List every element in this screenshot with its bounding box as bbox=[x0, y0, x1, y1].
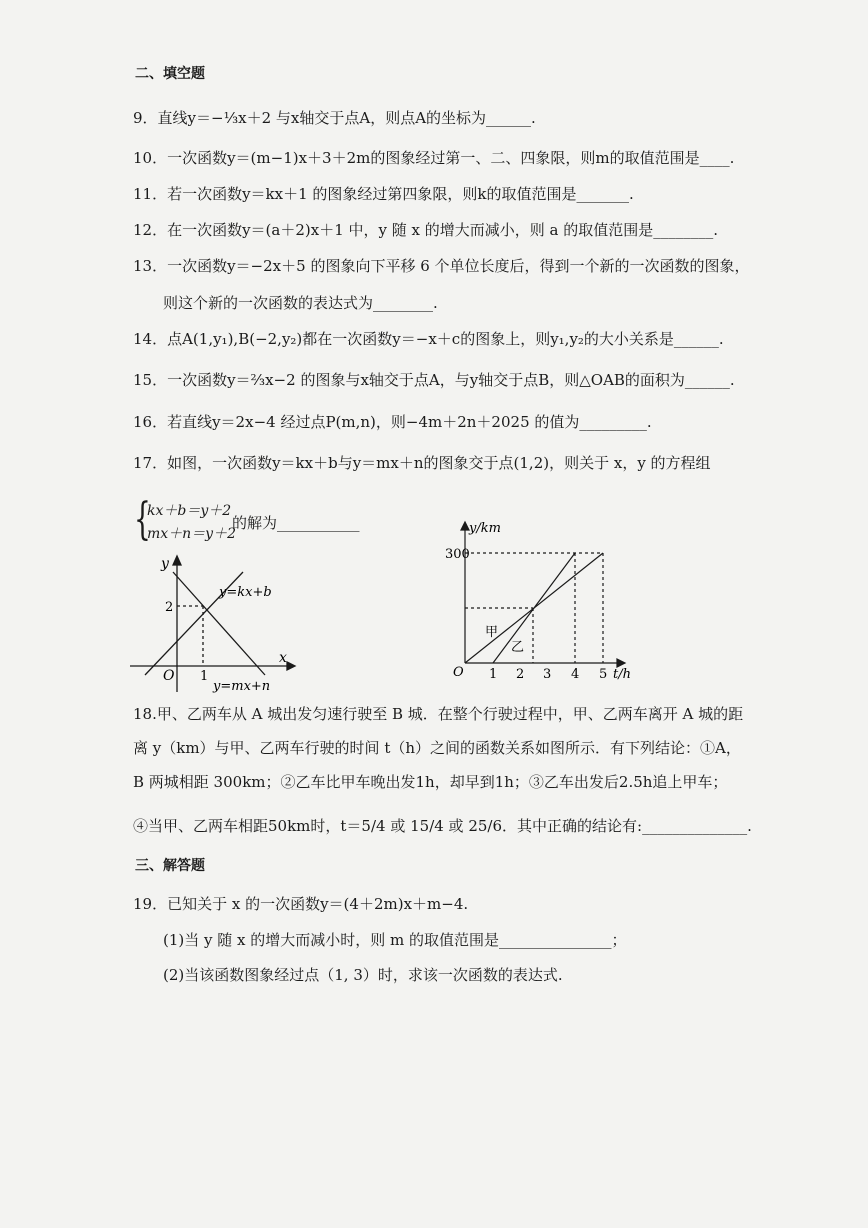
fig2-origin: O bbox=[453, 665, 464, 680]
fig2-y-label: y/km bbox=[469, 521, 501, 536]
fig2-x-label: t/h bbox=[613, 667, 631, 682]
question-19: 19．已知关于 x 的一次函数y＝(4＋2m)x＋m−4. bbox=[133, 895, 469, 913]
figure-1-graph bbox=[125, 550, 305, 695]
question-18-line-2: 离 y（km）与甲、乙两车行驶的时间 t（h）之间的函数关系如图所示．有下列结论：①A， bbox=[133, 739, 741, 757]
fig1-label-kx-b: y=kx+b bbox=[219, 585, 272, 600]
section-heading-fill-blank: 二、填空题 bbox=[135, 66, 205, 82]
question-18-line-1: 18.甲、乙两车从 A 城出发匀速行驶至 B 城．在整个行驶过程中，甲、乙两车离开 A 城的距 bbox=[133, 705, 744, 723]
question-9: 9．直线y＝−⅓x＋2 与x轴交于点A，则点A的坐标为______. bbox=[133, 109, 536, 127]
figure-2-graph bbox=[445, 518, 635, 688]
question-16: 16．若直线y＝2x−4 经过点P(m,n)，则−4m＋2n＋2025 的值为_________. bbox=[133, 413, 652, 431]
question-13-line-1: 13．一次函数y＝−2x＋5 的图象向下平移 6 个单位长度后，得到一个新的一次函数的图象， bbox=[133, 257, 750, 275]
fig2-line-yi bbox=[493, 553, 575, 663]
question-18-line-3: B 两城相距 300km；②乙车比甲车晚出发1h，却早到1h；③乙车出发后2.5h追上甲车； bbox=[133, 773, 728, 791]
fig1-origin: O bbox=[163, 668, 175, 684]
fig2-y-tick-300: 300 bbox=[445, 547, 470, 562]
fig2-x-arrow bbox=[617, 659, 625, 667]
question-17-tail: 的解为___________ bbox=[232, 514, 360, 532]
question-19-part-2: (2)当该函数图象经过点（1, 3）时，求该一次函数的表达式. bbox=[163, 966, 563, 984]
fig1-y-arrow bbox=[173, 556, 181, 565]
fig2-x-tick-2: 2 bbox=[516, 667, 525, 682]
section-heading-answer: 三、解答题 bbox=[135, 858, 205, 874]
fig1-tick-2: 2 bbox=[165, 600, 174, 615]
fig1-label-mx-n: y=mx+n bbox=[213, 679, 271, 694]
fig2-x-tick-1: 1 bbox=[489, 667, 498, 682]
question-19-part-1: (1)当 y 随 x 的增大而减小时，则 m 的取值范围是_______________； bbox=[163, 931, 627, 949]
fig2-label-yi: 乙 bbox=[511, 640, 525, 655]
fig2-y-arrow bbox=[461, 522, 469, 530]
question-17: 17．如图，一次函数y＝kx＋b与y＝mx＋n的图象交于点(1,2)，则关于 x，y 的方程组 bbox=[133, 454, 711, 472]
question-10: 10．一次函数y＝(m−1)x＋3＋2m的图象经过第一、二、四象限，则m的取值范围是____. bbox=[133, 149, 735, 167]
fig2-label-jia: 甲 bbox=[485, 625, 499, 640]
question-11: 11．若一次函数y＝kx＋1 的图象经过第四象限，则k的取值范围是_______. bbox=[133, 185, 634, 203]
fig2-x-tick-4: 4 bbox=[571, 667, 580, 682]
equation-2: mx＋n＝y＋2 bbox=[147, 526, 237, 542]
fig1-tick-1: 1 bbox=[200, 669, 209, 684]
question-12: 12．在一次函数y＝(a＋2)x＋1 中，y 随 x 的增大而减小，则 a 的取值范围是________. bbox=[133, 221, 719, 239]
fig1-y-label: y bbox=[161, 556, 169, 572]
question-14: 14．点A(1,y₁),B(−2,y₂)都在一次函数y＝−x＋c的图象上，则y₁,y₂的大小关系是______. bbox=[133, 330, 724, 348]
equation-brace: { bbox=[134, 494, 151, 545]
question-15: 15．一次函数y＝⅔x−2 的图象与x轴交于点A，与y轴交于点B，则△OAB的面积为______. bbox=[133, 371, 735, 389]
question-18-line-4: ④当甲、乙两车相距50km时，t＝5/4 或 15/4 或 25/6．其中正确的结论有:______________. bbox=[133, 817, 752, 835]
fig2-x-tick-5: 5 bbox=[599, 667, 608, 682]
fig1-x-label: x bbox=[279, 650, 287, 666]
fig2-x-tick-3: 3 bbox=[543, 667, 552, 682]
fig1-x-arrow bbox=[287, 662, 295, 670]
question-13-line-2: 则这个新的一次函数的表达式为________. bbox=[163, 294, 438, 312]
equation-1: kx＋b＝y＋2 bbox=[147, 503, 232, 519]
